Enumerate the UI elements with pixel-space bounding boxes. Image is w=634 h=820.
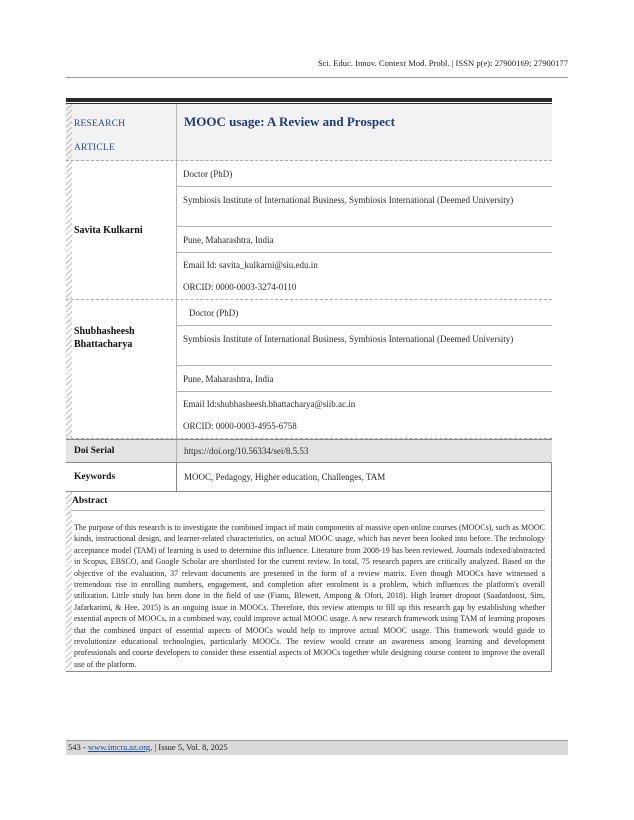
footer-issue: , | Issue 5, Vol. 8, 2025 bbox=[150, 742, 228, 752]
author-name-cell bbox=[66, 300, 176, 438]
keywords-value: MOOC, Pedagogy, Higher education, Challenges, TAM bbox=[176, 463, 552, 491]
running-head: Sci. Educ. Innov. Context Mod. Probl. | ISSN p(e): 27900169; 27900177 bbox=[317, 58, 568, 68]
article-type-research: RESEARCH bbox=[74, 119, 126, 129]
article-type-article: ARTICLE bbox=[74, 143, 115, 153]
abstract-heading: Abstract bbox=[72, 496, 545, 511]
author-row-1 bbox=[66, 161, 552, 300]
doi-label: Doi Serial bbox=[74, 446, 115, 456]
paper-title: MOOC usage: A Review and Prospect bbox=[184, 114, 395, 129]
author-details bbox=[176, 161, 552, 299]
author-name-cell bbox=[66, 161, 176, 299]
author-name-last: Bhattacharya bbox=[74, 339, 133, 350]
title-cell bbox=[176, 104, 552, 160]
footer-page: 543 - bbox=[68, 742, 88, 752]
author-details bbox=[176, 300, 552, 438]
doi-row bbox=[66, 439, 552, 463]
author-degree: Doctor (PhD) bbox=[177, 161, 552, 187]
article-type-row bbox=[66, 104, 552, 161]
author-name-first: Shubhasheesh bbox=[74, 326, 135, 337]
footer-link[interactable]: www.imcra.az.org bbox=[87, 742, 151, 752]
author-name: Savita Kulkarni bbox=[74, 224, 143, 236]
author-affiliation: Symbiosis Institute of International Business, Symbiosis International (Deemed University) bbox=[177, 187, 552, 227]
author-orcid: ORCID: 0000-0003-4955-6758 bbox=[183, 421, 297, 431]
doi-link[interactable]: https://doi.org/10.56334/sei/8.5.53 bbox=[176, 440, 552, 462]
header-rule bbox=[66, 77, 568, 78]
keywords-row bbox=[66, 463, 552, 492]
abstract-body: The purpose of this research is to investigate the combined impact of main components of massive open online courses (MOOCs), such as MOOC kinds, instructional design, and learner-related characteristics, on actual MOOC usage, which has never been looked into before. The technology acceptance model (TAM) of learning is used to determine this influence. Literature from 2008-19 has been reviewed. Journals indexed/abstracted in Scopus, EBSCO, and Google Scholar are shortlisted for the current review. In total, 75 research papers are critically analyzed. Based on the objective of the evaluation, 37 relevant documents are presented in the form of a review matrix. Even though MOOCs have witnessed a tremendous rise in enrolling numbers, engagement, and completion after enrolment is a problem, which influences the platform's overall utilization. Little study has been done in the field of use (Fianu, Blewett, Ampong & Ofori, 2018). High learner dropout (Saadatdoost, Sim, Jafarkarimi, & Hee, 2015) is an ongoing issue in MOOCs. Therefore, this review attempts to fill up this research gap by establishing whether essential aspects of MOOCs, in a combined way, could improve actual MOOC usage. A new research framework using TAM of learning proposes that the combined impact of essential aspects of MOOCs would help to improve actual MOOC usage. This framework would guide to revolutionize educational technologies, particularly MOOCs. The review would create an awareness among learning and development professionals and course developers to consider these essential aspects of MOOCs together while designing course content to improve the overall use of the platform. bbox=[74, 523, 545, 669]
author-email: Email Id: savita_kulkarni@siu.edu.in bbox=[183, 260, 318, 270]
article-type-label bbox=[66, 104, 176, 160]
author-email: Email Id:shubhasheesh.bhattacharya@siib.ac.in bbox=[183, 399, 356, 409]
footer bbox=[68, 742, 228, 752]
article-info-table bbox=[66, 98, 552, 672]
author-row-2 bbox=[66, 300, 552, 439]
keywords-label: Keywords bbox=[74, 472, 116, 482]
author-degree: Doctor (PhD) bbox=[177, 300, 552, 326]
author-location: Pune, Maharashtra, India bbox=[177, 366, 552, 392]
author-affiliation: Symbiosis Institute of International Business, Symbiosis International (Deemed University) bbox=[177, 326, 552, 366]
author-location: Pune, Maharashtra, India bbox=[177, 227, 552, 253]
abstract-section bbox=[66, 492, 552, 672]
top-thick-rule bbox=[66, 98, 552, 102]
author-orcid: ORCID: 0000-0003-3274-0110 bbox=[183, 282, 297, 292]
